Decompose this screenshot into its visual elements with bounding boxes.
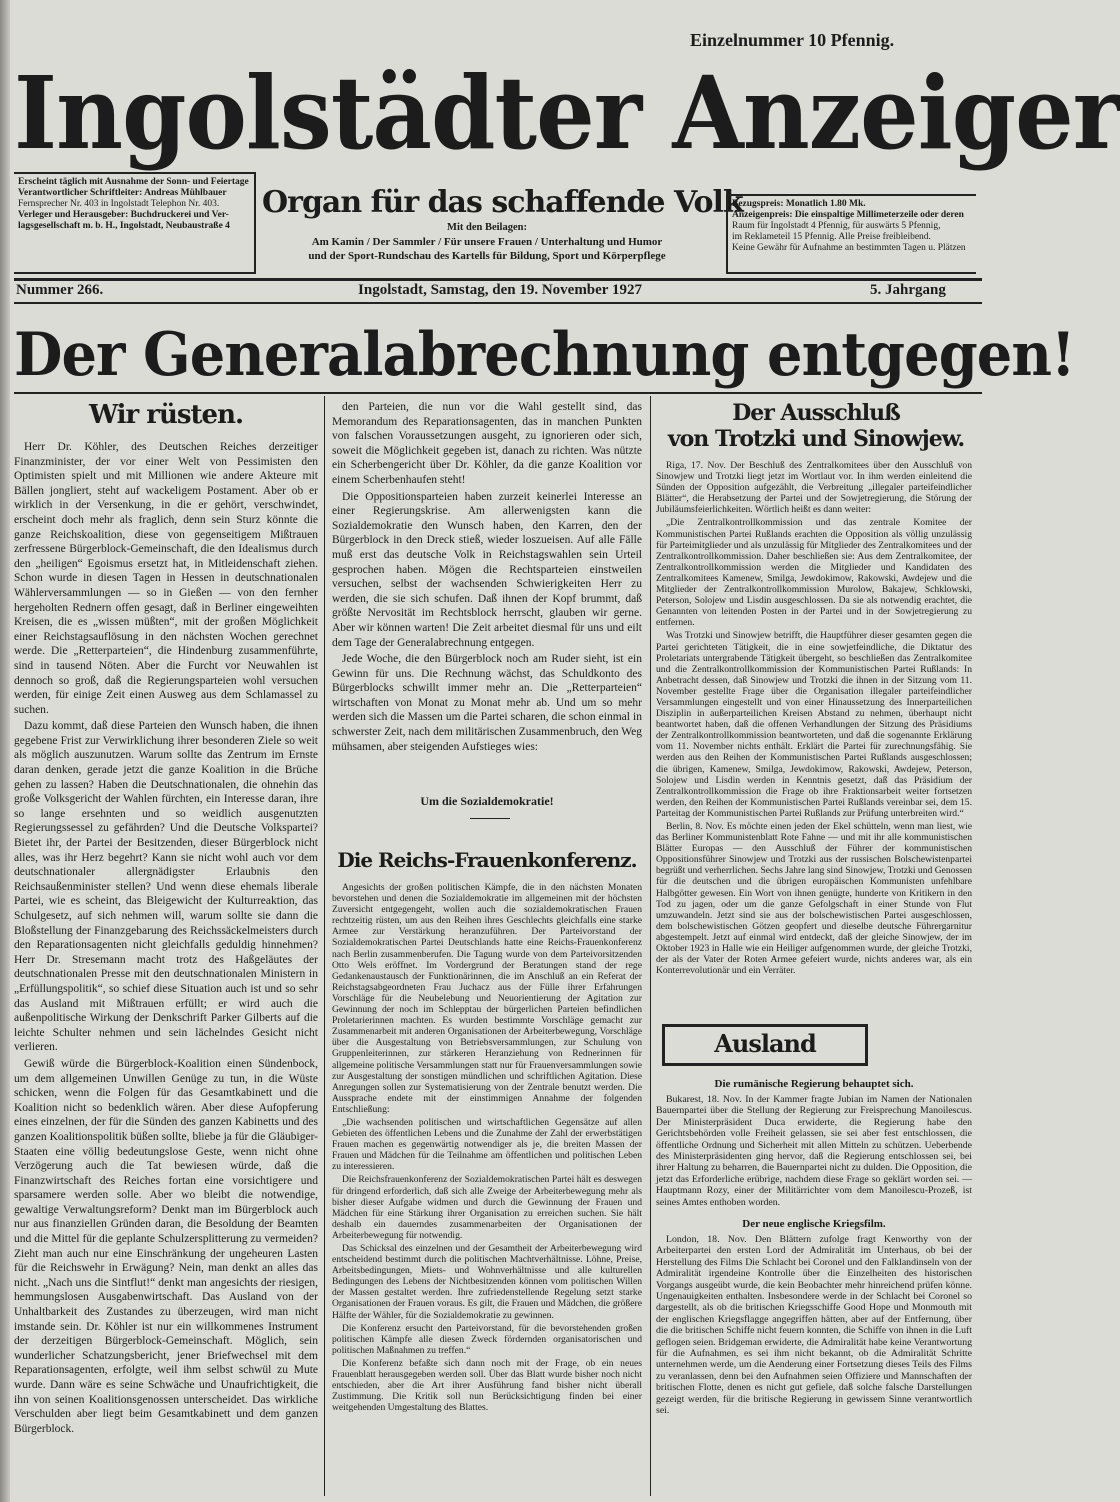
headline-rule: [14, 392, 982, 394]
publisher-line-1: Erscheint täglich mit Ausnahme der Sonn- und Feiertage: [18, 177, 249, 187]
paragraph: Die Oppositionsparteien haben zurzeit keinerlei Interesse an einer Regierungskrise. Am allerwenigsten kann die Sozialdemokratie den Wunsch haben, den Karren, den der Bürgerblock in den Dreck stieß, wieder loszueisen. Auf alle Fälle muß erst das deutsche Volk in Reichstagswahlen sein Urteil gesprochen haben. Mögen die Rechtsparteien einstweilen versuchen, selbst der wachsenden Schwierigkeiten Herr zu werden, die sie sich schufen. Daß ihnen der Kopf brummt, daß größte Nervosität im Rechtsblock herrscht, glauben wir gerne. Aber wir können warten! Die Zeit arbeitet diesmal für uns und eilt dem Tage der Generalabrechnung entgegen.: [332, 490, 642, 649]
article-ausschluss-body: [656, 460, 972, 1008]
closing-slogan: Um die Sozialdemokratie!: [420, 794, 554, 808]
paragraph: Jede Woche, die den Bürgerblock noch am Ruder sieht, ist ein Gewinn für uns. Die Rechnung wächst, das Schuldkonto des Bürgerblocks schwillt immer mehr an. Die „Retterparteien“ wirtschaften von Monat zu Monat mehr ab. Und um so mehr werden sich die Massen um die Partei scharen, die schon einmal in schwerster Zeit, nach dem militärischen Zusammenbruch, den Weg mühsamen, aber steigenden Aufstieges wies:: [332, 653, 642, 753]
article-title-ausschluss-2: von Trotzki und Sinowjew.: [667, 426, 965, 452]
volume-number: 5. Jahrgang: [870, 282, 946, 298]
publisher-line-4: Verleger und Herausgeber: Buchdruckerei und Ver-: [18, 210, 229, 220]
article-wir-ruesten-continuation: [332, 400, 642, 778]
paragraph: Was Trotzki und Sinowjew betrifft, die Hauptführer dieser gesamten gegen die Partei gerichteten Tätigkeit, die in eine sowjetfeindliche, die Diktatur des Proletariats untergrabende Tätigkeit übergeht, so beschließen das Zentralkomitee und die Zentralkontrollkommission der Kommunistischen Partei Rußlands: In Anbetracht dessen, daß Sinowjew und Trotzki die ihnen in der Sitzung vom 11. November gestellte Frage über die Organisation illegaler parteifeindlicher Versammlungen eingestellt und von einer Hinaussetzung des Innerparteilichen Disziplin in außerparteilichen Kreisen Abstand zu nehmen, überhaupt nicht beantwortet haben, daß die offenen Verhandlungen der Sitzung des Präsidiums der Zentralkontrollkommission beantworteten, und daß die sogenannte Erklärung vom 11. November nichts enthält. Erklärt die Partei für zurechnungsfähig. Sie werden aus den Reihen der Kommunistischen Partei Rußlands ausgeschlossen; die übrigen, Kamenew, Smilga, Jewdokimow, Rakowski, Awdejew, Peterson, Solojew und Lisdin werden in Kenntnis gesetzt, daß das Präsidium der Zentralkontrollkommission die Frage ob ihre Fraktionsarbeit weiter fortsetzen werden, den Reihen der Kommunistischen Partei Rußlands vereinbar sei, dem 15. Parteitag der Kommunistischen Partei Rußlands zur Prüfung unterbreiten wird.“: [656, 630, 972, 819]
paragraph: „Die wachsenden politischen und wirtschaftlichen Gegensätze auf allen Gebieten des öffentlichen Lebens und die Zunahme der Zahl der erwerbstätigen Frauen machen es gegenwärtig notwendiger als je, die breiten Massen der Frauen und Mädchen für die Teilnahme am öffentlichen und politischen Leben zu interessieren.: [332, 1116, 642, 1173]
dateline: Ingolstadt, Samstag, den 19. November 1927: [358, 282, 642, 298]
article-frauenkonferenz-body: [332, 882, 642, 1492]
column-rule-1: [324, 396, 325, 1496]
newspaper-title: Ingolstädter Anzeiger: [14, 54, 1120, 172]
supplements-line-1: Am Kamin / Der Sammler / Für unsere Frauen / Unterhaltung und Humor: [311, 236, 663, 248]
publisher-line-3: Fernsprecher Nr. 403 in Ingolstadt Telephon Nr. 403.: [18, 199, 220, 209]
article-title-frauenkonferenz: Die Reichs-Frauenkonferenz.: [337, 848, 637, 872]
publisher-info-box: [14, 172, 256, 274]
publisher-line-5: lagsgesellschaft m. b. H., Ingolstadt, Neubaustraße 4: [18, 221, 230, 231]
supplements-label: Mit den Beilagen:: [447, 222, 527, 233]
article-rumaenien-body: [656, 1094, 972, 1214]
paragraph: Das Schicksal des einzelnen und der Gesamtheit der Arbeiterbewegung wird entscheidend bestimmt durch die politischen Machtverhältnisse. Löhne, Preise, Arbeitsbedingungen, Miets- und Wohnverhältnisse und alle kulturellen Bedingungen des Lebens der Nichtbesitzenden können vom politischen Willen der Massen gestaltet werden. Ihre zufriedenstellende Regelung setzt starke Organisationen der Frauen voraus. Es gilt, die Frauen und Mädchen, die größere Hälfte der Wähler, für die Sozialdemokratie zu gewinnen.: [332, 1243, 642, 1321]
pricing-line-5: Keine Gewähr für Aufnahme an bestimmten Tagen u. Plätzen: [732, 243, 966, 253]
column-rule-2: [650, 396, 651, 1496]
paragraph: Berlin, 8. Nov. Es möchte einen jeden der Ekel schütteln, wenn man liest, wie das Berliner Kommunistenblatt Rote Fahne — und mit ihr alle kommunistischen Blätter Europas — den Ausschluß der Führer der kommunistischen Oppositionsführer Sinowjew und Trotzki aus der russischen Bolschewistenpartei begrüßt und verherrlichen. Sechs Jahre lang sind Sinowjew, Trotzki und Genossen für die deutschen und die übrigen europäischen Kommunisten unfehlbare Halbgötter gewesen. Ein Wort von ihnen genügte, hunderte von Kritikern in den Tod zu jagen, oder um die ganze Gefolgschaft in einer Stunde von Flut umzuwandeln. Jetzt sind sie aus der bolschewistischen Partei ausgeschlossen, dem bolschewistischen Götzen geopfert und dieselbe deutsche Führergarnitur abgestempelt. Jetzt auf einmal wird entdeckt, daß der gleiche Sinowjew, der im Oktober 1923 in Halle wie ein Heiliger aufgenommen wurde, der gleiche Trotzki, der als der Vater der Roten Armee gefeiert wurde, nichts anderes war, als ein Konterrevolutionär und ein Verräter.: [656, 821, 972, 977]
issue-price: Einzelnummer 10 Pfennig.: [690, 30, 895, 50]
dateline-rule-bottom: [14, 302, 982, 304]
pricing-line-3: Raum für Ingolstadt 4 Pfennig, für auswärts 5 Pfennig,: [732, 221, 941, 231]
article-title-ausschluss-1: Der Ausschluß: [732, 400, 900, 426]
article-kriegsfilm-body: [656, 1234, 972, 1496]
paragraph: Die Konferenz befaßte sich dann noch mit der Frage, ob ein neues Frauenblatt herausgegeben werden soll. Über das Blatt wurde bisher noch nicht entschieden, aber die Art ihrer Ausführung fand bisher nicht überall Zustimmung. Die Kritik soll nun Berücksichtigung finden bei einer weitgehenden Umgestaltung des Blattes.: [332, 1357, 642, 1414]
pricing-line-1: Bezugspreis: Monatlich 1.80 Mk.: [732, 199, 866, 209]
subheading-kriegsfilm: Der neue englische Kriegsfilm.: [742, 1218, 886, 1230]
paragraph: Die Konferenz ersucht den Parteivorstand, für die bevorstehenden großen politischen Kämpfe alle diesen Zweck fördernden organisatorischen und politischen Maßnahmen zu treffen.“: [332, 1322, 642, 1356]
section-label-ausland: Ausland: [662, 1024, 868, 1066]
paragraph: Gewiß würde die Bürgerblock-Koalition einen Sündenbock, um dem allgemeinen Unwillen Genüge zu tun, in die Wüste schicken, wenn die Folgen für das Gesamtkabinett und die Koalition nicht so bedenklich wären. Aber diese Aufopferung eines einzelnen, der für die Sünden des ganzen Kabinetts und des ganzen Koalitionspolitik büßen sollte, bliebe ja für die Gläubiger-Staaten eine völlig bedeutungslose Geste, wenn nicht ohne Verzögerung auch die Tat bewiesen würde, daß die Finanzwirtschaft des Reiches fortan eine vorsichtigere und sparsamere werden solle. Aber wo bleibt die notwendige, gewaltige Verwaltungsreform? Denkt man im Bürgerblock auch nur aus finanziellen Gründen daran, die Besoldung der Beamten und die Mittel für die geplante Schulzersplitterung zu vermeiden? Zieht man auch nur eine Einschränkung der ungeheuren Lasten für die Reichswehr in Erwägung? Nein, man denkt an alles das nicht. „Nach uns die Sintflut!“ denkt man angesichts der riesigen, hemmungslosen Ausgabenwirtschaft. Das Ausland von der Unhaltbarkeit des Zustandes zu überzeugen, wird man nicht imstande sein. Dr. Köhler ist nur ein willkommenes Instrument der derzeitigen Bürgerblock-Gemeinschaft. Möglich, sein wunderlicher Schatzungsbericht, jener Briefwechsel mit dem Reparationsagenten, erfolgte, weil ihm selbst schwül zu Mute wurde. Dann wäre es seine Schwäche und Unaufrichtigkeit, die ihn von seinen Koalitionsgenossen unterscheidet. Das wirkliche Verschulden aber liegt beim Gesamtkabinett und dem ganzen Bürgerblock.: [14, 1057, 318, 1435]
dateline-rule-top: [14, 278, 982, 281]
separator-rule: [470, 818, 510, 819]
pricing-line-4: im Reklameteil 15 Pfennig. Alle Preise freibleibend.: [732, 232, 931, 242]
article-wir-ruesten-body: [14, 440, 318, 1500]
paragraph: den Parteien, die nun vor die Wahl gestellt sind, das Memorandum des Reparationsagenten, das in manchen Punkten von falschen Voraussetzungen ausgeht, zu ignorieren oder sich, soweit die Möglichkeit gegeben ist, danach zu richten. Was nützte ein Scherbengericht über Dr. Köhler, da die ganze Koalition vor einem Scherbenhaufen steht!: [332, 401, 642, 486]
paragraph: Riga, 17. Nov. Der Beschluß des Zentralkomitees über den Ausschluß von Sinowjew und Trotzki liegt jetzt im Wortlaut vor. In ihm werden einleitend die Sünden der Opposition aufgezählt, die Verbreitung „illegaler parteifeindlicher Blätter“, die Herabsetzung der Partei und der Sowjetregierung, die Störung der Jubiläumsfeierlichkeiten. Wörtlich heißt es dann weiter:: [656, 460, 972, 516]
article-title-wir-ruesten: Wir rüsten.: [88, 400, 244, 430]
issue-number: Nummer 266.: [16, 282, 104, 298]
paragraph: London, 18. Nov. Den Blättern zufolge fragt Kenworthy von der Arbeiterpartei den ersten Lord der Admiralität im Unterhaus, ob bei der Herstellung des Films Die Schlacht bei Coronel und den Falklandinseln von der Admiralität irgendeine Kontrolle über die Einzelheiten des historischen Vorgangs ausgeübt wurde, die kein Beobachter mehr hinreichend prüfen könne. Ungenauigkeiten enthalten. Insbesondere werde in der Schlacht bei Coronel so dargestellt, als ob die britischen Kriegsschiffe Good Hope und Monmouth mit der englischen Kriegsflagge angegriffen hätten, aber auf der Entfernung, über die die britischen Schiffe nicht feuern konnten, die Schiffe von ihnen in die Luft geflogen seien. Bridgeman erwiderte, die Admiralität habe keine Verantwortung für die Aufnahmen, es sei ihm nicht bekannt, ob die Admiralität Schritte unternehmen werde, um die Aenderung einer Fortsetzung dieses Teils des Films zu veranlassen, denn bei den Aufnahmen seien Offiziere und Mannschaften der britischen Flotte, denen es nicht gut gefiele, daß solche falsche Darstellungen gezeigt werden, für die britische Regierung in gewissem Sinne verantwortlich sei.: [656, 1234, 972, 1417]
pricing-info-box: [726, 194, 976, 274]
paragraph: Die Reichsfrauenkonferenz der Sozialdemokratischen Partei hält es deswegen für dringend erforderlich, daß sich alle Zweige der Arbeiterbewegung mehr als bisher dieser Aufgabe widmen und durch die Gewinnung der Frauen und Mädchen für eine Stärkung ihrer Organisation zu erreichen suchen. Sie hält deshalb ein dauerndes zusammenarbeiten der Organisationen der Arbeiterbewegung für notwendig.: [332, 1174, 642, 1241]
page-edge: [0, 0, 10, 1502]
main-headline: Der Generalabrechnung entgegen!: [14, 320, 1075, 390]
pricing-line-2: Anzeigenpreis: Die einspaltige Millimeterzeile oder deren: [732, 210, 964, 220]
paragraph: „Die Zentralkontrollkommission und das zentrale Komitee der Kommunistischen Partei Rußlands erachten die Opposition als völlig unzulässig für Parteimitglieder und als unzulässig für Mitglieder des Zentralkomitees und der Zentralkontrollkommission. Daher beschließen sie: Aus dem Zentralkomitee, der Zentralkontrollkommission werden die Mitglieder und Kandidaten des Zentralkomitees Kamenew, Smilga, Jewdokimow, Rakowski, Awdejew und die Mitglieder der Zentralkontrollkommission Murolow, Bakajew, Schklowski, Peterson, Solojew und Lisdin ausgeschlossen. Da sie als notwendig erachtet, die Genannten von leitenden Posten in der Partei und in der Sowjetregierung zu entfernen.: [656, 517, 972, 629]
paragraph: Dazu kommt, daß diese Parteien den Wunsch haben, die ihnen gegebene Frist zur Verwirklichung ihrer besonderen Ziele so weit als möglich auszunutzen. Warum sollte das Zentrum im Ernste daran denken, gerade jetzt die ganze Koalition in die Brüche gehen zu lassen? Haben die Deutschnationalen, die ohnehin das große Volksgericht der Wahlen fürchten, ein Interesse daran, ihre so lange ersehnten und so weidlich ausgenutzten Regierungssessel zu gefährden? Und die Deutsche Volkspartei? Bietet ihr, der Partei der Besitzenden, dieser Bürgerblock nicht alles, was ihr Herz begehrt? Kann sie nicht wohl auch vor dem deutschnationaler allergnädigster Erlaubnis den Reichsaußenminister stellen? Und wenn diese ehemals liberale Partei, wie es scheint, das Bleigewicht der Kulturreaktion, das Schulgesetz, auf sich nehmen will, warum sollte sie dann die Bloßstellung der Finanzgebarung des Reichssäckelmeisters durch den Reparationsagenten nicht gleichfalls geduldig hinnehmen? Herr Dr. Stresemann macht trotz des Haßgeläutes der deutschnationalen Presse mit den deutschnationalen Ministern in „Erfüllungspolitik“, so schief diese Situation auch ist und so sehr das Ausland mit Mißtrauen erfüllt; er wird auch die außenpolitische Wirkung der Denkschrift Parker Gilberts auf die leichte Schulter nehmen und sein lächelndes Gesicht nicht verlieren.: [14, 720, 318, 1054]
supplements-line-2: und der Sport-Rundschau des Kartells für Bildung, Sport und Körperpflege: [308, 250, 666, 262]
publisher-line-2: Verantwortlicher Schriftleiter: Andreas Mühlbauer: [18, 188, 227, 198]
paragraph: Bukarest, 18. Nov. In der Kammer fragte Jubian im Namen der Nationalen Bauernpartei über die Stellung der Regierung zur Freisprechung Manoilescus. Der Ministerpräsident Duca erwiderte, die Regierung habe den Gerichtsbehörden volle Freiheit gelassen, sie sei aber fest entschlossen, die öffentliche Ordnung und Sicherheit mit allen Mitteln zu schützen. Ueberbende des Ministerpräsidenten ging hervor, daß die Regierung entschlossen sei, bei ihrer Haltung zu beharren, die Bauernpartei nicht zu dulden. Die Opposition, die jetzt das Erforderliche erübrige, nachdem diese Frage so geklärt worden sei. — Hauptmann Rozy, einer der Militärrichter vom dem Manoilescu-Prozeß, ist seines Amtes enthoben worden.: [656, 1094, 972, 1208]
paragraph: Angesichts der großen politischen Kämpfe, die in den nächsten Monaten bevorstehen und denen die Sozialdemokratie im allgemeinen mit der höchsten Zuversicht entgegengeht, wollen auch die sozialdemokratischen Frauen rechtzeitig rüsten, um aus den Reihen ihres Geschlechts gleichfalls eine starke Armee zur Verstärkung heranzuführen. Der Parteivorstand der Sozialdemokratischen Partei Deutschlands hatte eine Reichs-Frauenkonferenz nach Berlin zusammenberufen. Die Tagung wurde von dem Parteivorsitzenden Otto Wels eröffnet. Im Vordergrund der Beratungen stand der rege Gedankenaustausch der Funktionärinnen, die im Anschluß an ein Referat der Reichstagsabgeordneten Frau Juchacz aus der Fülle ihrer Erfahrungen Vorschläge für die Neubelebung und Neuorientierung der Agitation zur Gewinnung der noch im Schlepptau der bürgerlichen Parteien befindlichen Proletarierinnen machten. Es wurden bestimmte Vorschläge gemacht zur Zusammenarbeit mit anderen Organisationen der Arbeiterbewegung, Vorschläge über die Ausgestaltung von Betriebsversammlungen, zur Schulung von Gruppenleiterinnen, zur stärkeren Heranziehung von Rednerinnen für allgemeine politische Versammlungen statt nur für Frauenversammlungen sowie zur Ausgestaltung der sonstigen mündlichen und schriftlichen Agitation. Diese Anregungen sollen zur Systematisierung von der Zentrale benutzt werden. Die Aussprache endete mit der einstimmigen Annahme der folgenden Entschließung:: [332, 882, 642, 1115]
paragraph: Herr Dr. Köhler, des Deutschen Reiches derzeitiger Finanzminister, der vor einer Welt von Pessimisten den Optimisten spielt und mit Millionen wie andere Akteure mit Bällen jongliert, steht auf wackeligem Postament. Aber ob er wirklich in der Versenkung, in die er gehört, verschwindet, erscheint doch mehr als fraglich, denn sein Sturz könnte die ganze Reichskoalition, diese von gegenseitigem Mißtrauen zerfressene Bürgerblock-Gemeinschaft, die den Idealismus durch den „heiligen“ Egoismus ersetzt hat, in Mitleidenschaft ziehen. Schon wurde in diesen Tagen in Hessen in deutschnationalen Wählerversammlungen — so in Gießen — von den fernher hergeholten Rednern offen gesagt, daß in Berliner eingeweihten Kreisen, die es „wissen müßten“, mit der großen Möglichkeit einer Reichstagsauflösung in den nächsten Wochen gerechnet werde. Die „Retterparteien“, die Hindenburg zusammenführte, sind in tausend Nöten. Aber die Furcht vor Neuwahlen ist dennoch so groß, daß die Regierungsparteien wohl versuchen werden, für einige Zeit einen Ausweg aus dem Schlamassel zu suchen.: [14, 441, 318, 716]
newspaper-subtitle: Organ für das schaffende Volk: [262, 185, 743, 220]
subheading-rumaenien: Die rumänische Regierung behauptet sich.: [714, 1078, 914, 1090]
